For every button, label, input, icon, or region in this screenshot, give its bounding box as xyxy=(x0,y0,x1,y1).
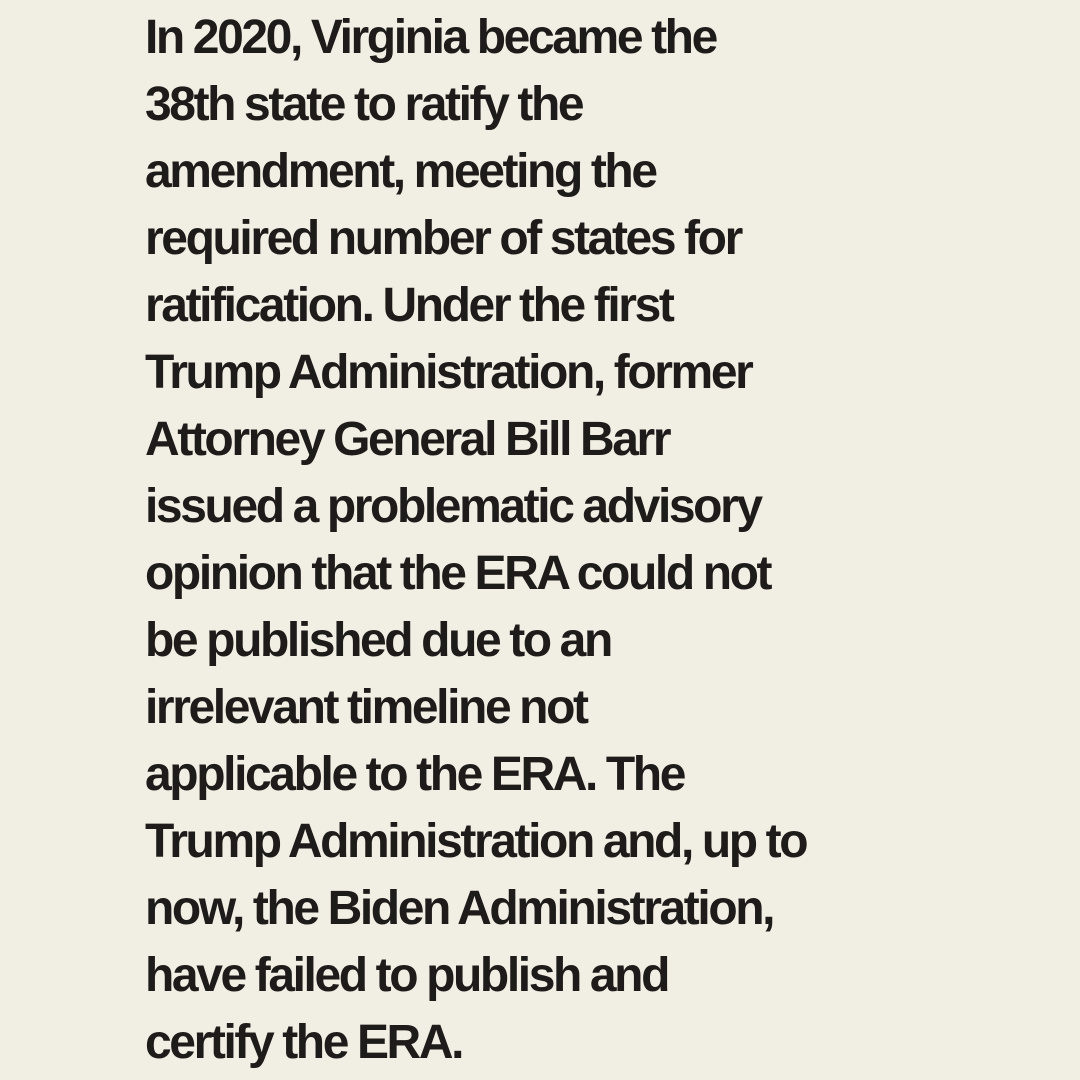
paragraph-line: required number of states for xyxy=(145,212,741,265)
paragraph-line: opinion that the ERA could not xyxy=(145,547,771,600)
paragraph-line: Trump Administration, former xyxy=(145,346,752,399)
body-paragraph xyxy=(145,4,1045,1076)
paragraph-line: ratification. Under the first xyxy=(145,279,673,332)
paragraph-line: In 2020, Virginia became the xyxy=(145,11,716,64)
paragraph-line: irrelevant timeline not xyxy=(145,681,587,734)
paragraph-line: be published due to an xyxy=(145,614,611,667)
paragraph-line: 38th state to ratify the xyxy=(145,78,583,131)
paragraph-line: amendment, meeting the xyxy=(145,145,656,198)
paragraph-line: applicable to the ERA. The xyxy=(145,748,685,801)
paragraph-line: have failed to publish and xyxy=(145,949,669,1002)
paragraph-line: Trump Administration and, up to xyxy=(145,815,807,868)
paragraph-line: now, the Biden Administration, xyxy=(145,882,774,935)
paragraph-line: Attorney General Bill Barr xyxy=(145,413,670,466)
paragraph-line: issued a problematic advisory xyxy=(145,480,761,533)
paragraph-line: certify the ERA. xyxy=(145,1016,463,1069)
